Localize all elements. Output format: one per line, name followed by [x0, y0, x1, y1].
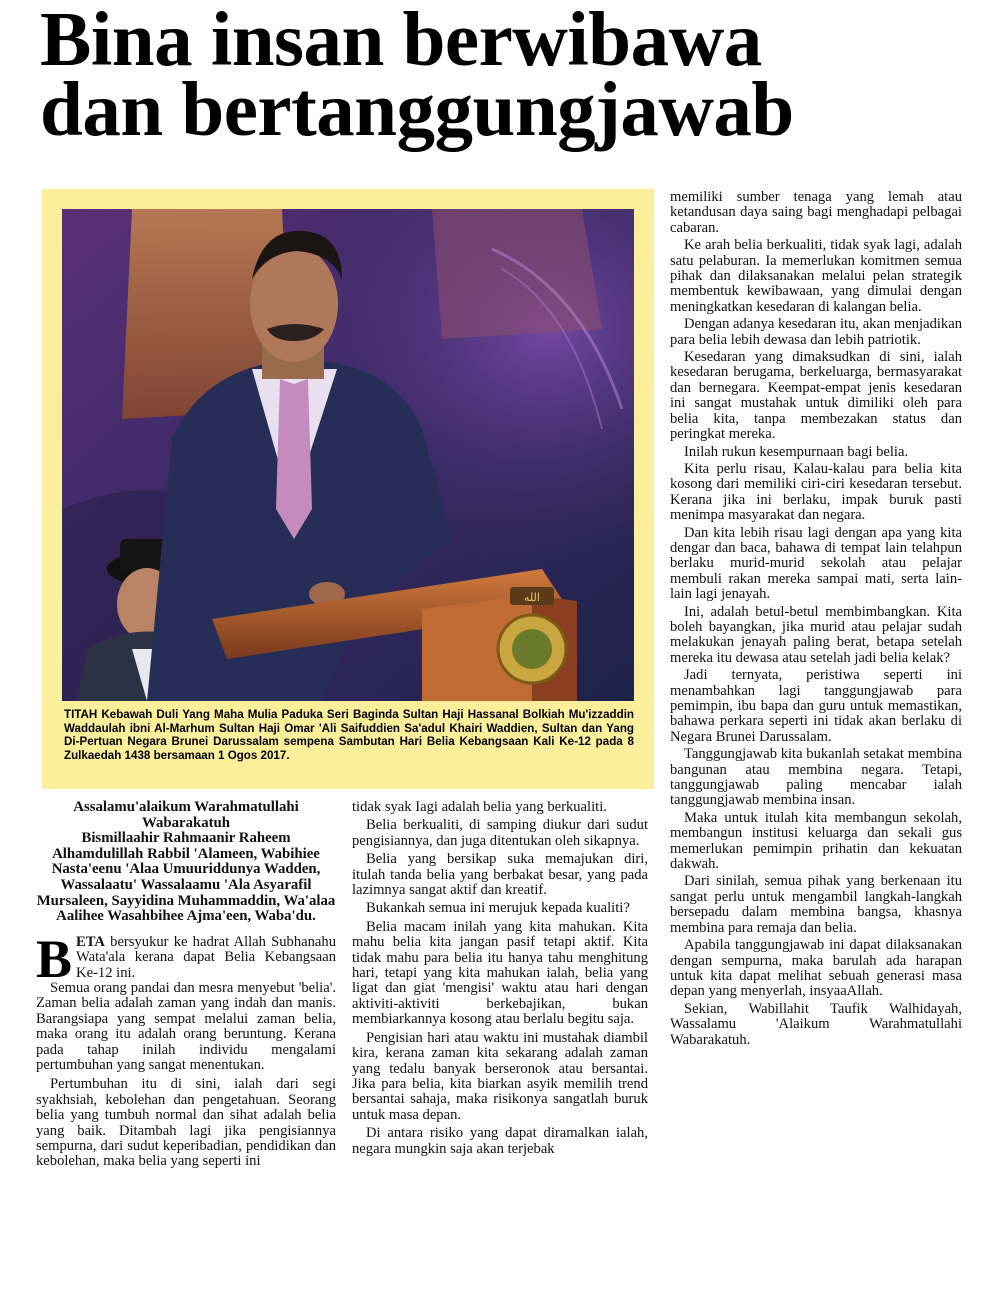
headline-line-1: Bina insan berwibawa [40, 0, 762, 82]
paragraph: Apabila tanggungjawab ini dapat dilaksanakan dengan sempurna, maka barulah ada harapan untuk kita dapat melihat sebuah generasi masa depan yang menyerlah, insyaaAllah. [670, 937, 962, 1000]
article-column-1 [36, 800, 336, 1170]
photo-caption: TITAH Kebawah Duli Yang Maha Mulia Paduka Seri Baginda Sultan Haji Hassanal Bolkiah Mu'izzaddin Waddaulah ibni Al-Marhum Sultan Haji Omar 'Ali Saifuddien Sa'adul Khairi Waddien, Sultan dan Yang Di-Pertuan Negara Brunei Darussalam sempena Sambutan Hari Belia Kebangsaan Kali Ke-12 pada 8 Zulkaedah 1438 bersamaan 1 Ogos 2017. [64, 708, 634, 762]
paragraph: Sekian, Wabillahit Taufik Walhidayah, Wassalamu 'Alaikum Warahmatullahi Wabarakatuh. [670, 1000, 962, 1048]
paragraph: Dengan adanya kesedaran itu, akan menjadikan para belia lebih dewasa dan lebih patriotik. [670, 316, 962, 348]
paragraph: Kesedaran yang dimaksudkan di sini, ialah kesedaran berugama, berkeluarga, bermasyarakat dan bernegara. Keempat-empat jenis kesedaran ini sangat mustahak untuk dimiliki oleh para belia kita, tanpa membezakan status dan peringkat mereka. [670, 349, 962, 443]
paragraph: Jadi ternyata, peristiwa seperti ini menambahkan lagi tanggungjawab para pemimpin, ibu bapa dan guru untuk memastikan, bahawa perkara seperti ini tidak akan berlaku di Negara Brunei Darussalam. [670, 667, 962, 745]
paragraph: Dari sinilah, semua pihak yang berkenaan itu sangat perlu untuk mengambil langkah-langkah bersepadu dalam membina bangsa, khasnya membina para remaja dan belia. [670, 873, 962, 936]
paragraph: Inilah rukun kesempurnaan bagi belia. [684, 443, 909, 460]
paragraph: Bukankah semua ini merujuk kepada kualiti? [366, 900, 630, 917]
paragraph: Tanggungjawab kita bukanlah setakat membina bangunan atau membina negara. Tetapi, tanggungjawab paling mencabar ialah tanggungjawab membina insan. [670, 746, 962, 809]
salutation-line: Bismillaahir Rahmaanir Raheem Alhamdulillah Rabbil 'Alameen, Wabihiee Nasta'eenu 'Alaa Umuuriddunya Wadden, Wassalaatu' Wassalaamu 'Ala Asyarafil Mursaleen, Sayyidina Muhammaddin, Wa'alaa Aalihee Wasahbihee Ajma'een, Waba'du. [36, 830, 336, 925]
article-column-2 [352, 800, 648, 1157]
dropcap: B [36, 928, 73, 989]
paragraph-continued: tidak syak Iagi adalah belia yang berkualiti. [352, 799, 607, 815]
paragraph: Dan kita lebih risau lagi dengan apa yang kita dengar dan baca, bahawa di tempat lain telahpun berlaku murid-murid sekolah atau pelajar membuli rakan mereka sampai mati, serta lain-lain lagi jenayah. [670, 524, 962, 603]
photo-illustration [62, 209, 634, 701]
paragraph: Kita perlu risau, Kalau-kalau para belia kita kosong dari memiliki ciri-ciri kesedaran tersebut. Kerana jika ini berlaku, impak buruk pasti menimpa masyarakat dan negara. [670, 460, 962, 524]
paragraph: Ini, adalah betul-betul membimbangkan. Kita boleh bayangkan, jika murid atau pelajar sudah melakukan jenayah paling berat, betapa setelah mereka itu dewasa atau setelah jadi belia kelak? [670, 603, 962, 666]
headline-line-2: dan bertanggungjawab [40, 66, 794, 152]
article-column-3 [670, 190, 962, 1048]
photo-frame [42, 189, 654, 789]
paragraph: Belia macam inilah yang kita mahukan. Kita mahu belia kita jangan pasif tetapi aktif. Kita tidak mahu para belia itu hanya tahu menghitung hari, tetapi yang kita mahukan ialah, belia yang ligat dan giat 'mengisi' waktu atau hari dengan aktiviti-aktiviti berkebajikan, bukan membiarkannya kosong atau berlalu begitu saja. [352, 918, 648, 1028]
paragraph: Maka untuk itulah kita membangun sekolah, membangun institusi keluarga dan sekali gus memerlukan pemimpin prihatin dan kekuatan dakwah. [670, 809, 962, 873]
lead-word: ETA [76, 933, 105, 950]
salutation-line: Assalamu'alaikum Warahmatullahi Wabarakatuh [73, 799, 299, 831]
lectern-emblem-text: الله [524, 591, 540, 604]
news-photo [62, 209, 634, 701]
paragraph: Belia berkualiti, di samping diukur dari sudut pengisiannya, dan juga ditentukan oleh sikapnya. [352, 817, 648, 849]
paragraph: Belia yang bersikap suka memajukan diri, itulah tanda belia yang berbakat besar, yang pada lazimnya sangat aktif dan kreatif. [352, 851, 648, 899]
paragraph: Pertumbuhan itu di sini, ialah dari segi syakhsiah, kebolehan dan pengetahuan. Seorang belia yang tumbuh normal dan sihat adalah belia yang baik. Ditambah lagi jika pengisiannya sempurna, dari sudut keperibadian, pendidikan dan kebolehan, maka belia yang seperti ini [36, 1076, 336, 1170]
paragraph: Di antara risiko yang dapat diramalkan ialah, negara mungkin saja akan terjebak [352, 1125, 648, 1157]
lead-paragraph [36, 928, 336, 989]
headline [40, 0, 960, 152]
lead-text: bersyukur ke hadrat Allah Subhanahu Wata'ala kerana dapat Belia Kebangsaan Ke-12 ini. [76, 933, 336, 981]
paragraph: Pengisian hari atau waktu ini mustahak diambil kira, kerana zaman kita sekarang adalah zaman yang tedalu banyak berseronok atau bersantai. Jika para belia, kita biarkan asyik memilih trend bersantai sahaja, maka risikonya sangatlah buruk untuk masa depan. [352, 1029, 648, 1123]
paragraph: Semua orang pandai dan mesra menyebut 'belia'. Zaman belia adalah zaman yang indah dan manis. Barangsiapa yang sempat melalui zaman belia, maka orang itu adalah orang beruntung. Kerana pada tahap inilah individu mengalami pertumbuhan yang sangat menentukan. [36, 979, 336, 1073]
paragraph-continued: memiliki sumber tenaga yang lemah atau ketandusan daya saing bagi menghadapi pelbagai cabaran. [670, 189, 962, 236]
paragraph: Ke arah belia berkualiti, tidak syak lagi, adalah satu pelaburan. Ia memerlukan komitmen semua pihak dan dilaksanakan melalui pelan strategik membentuk kewibawaan, yang dimulai dengan meningkatkan kesedaran di kalangan belia. [670, 237, 962, 315]
salutation [36, 800, 336, 925]
